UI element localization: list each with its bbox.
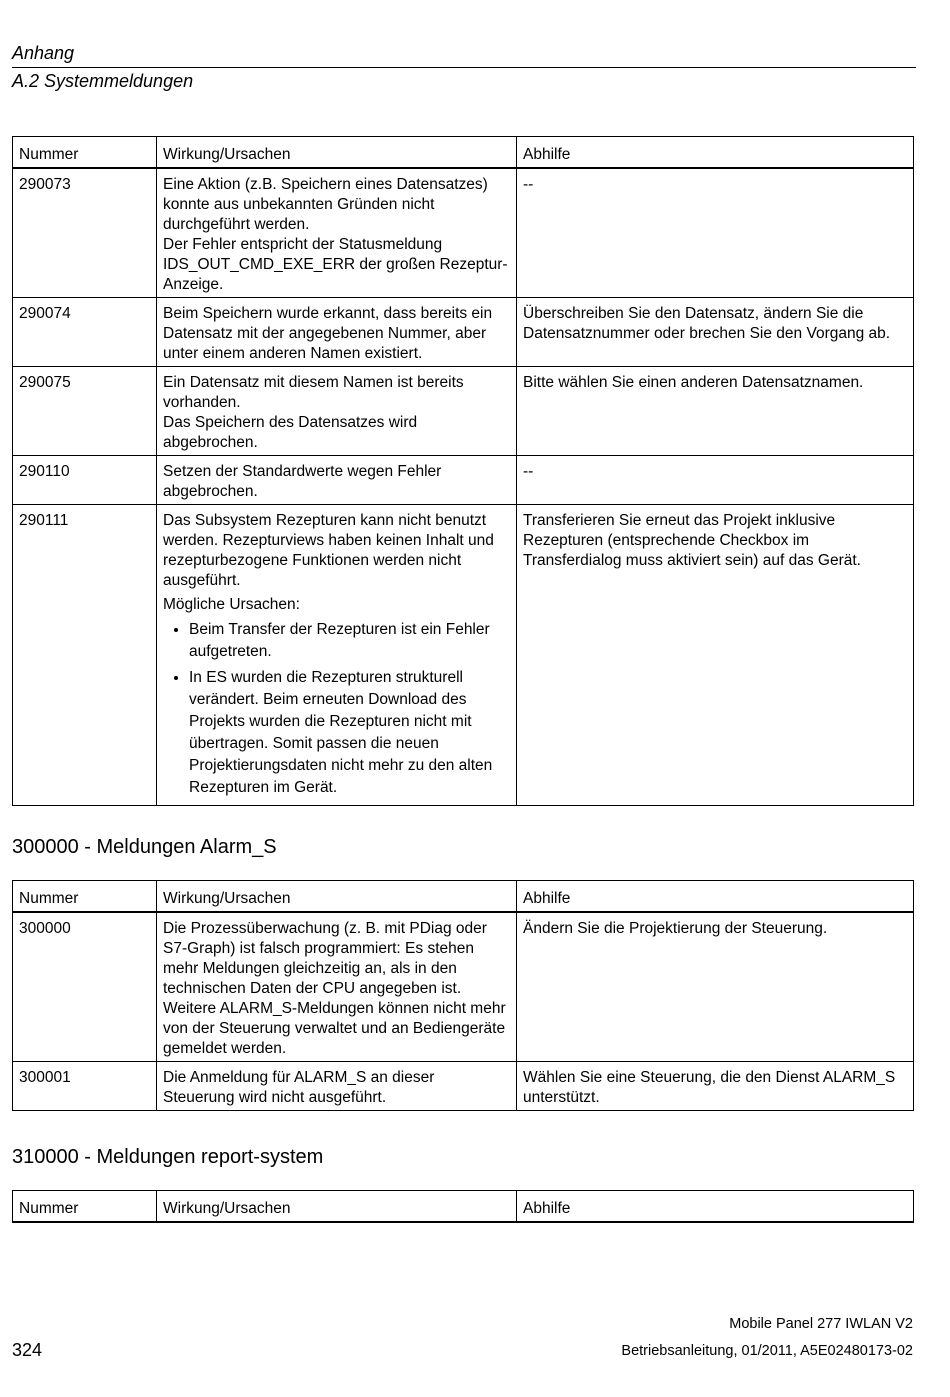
cell-nummer: 290111 — [13, 505, 157, 806]
cell-abhilfe: Überschreiben Sie den Datensatz, ändern Sie die Datensatznummer oder brechen Sie den Vorgang ab. — [517, 298, 914, 367]
col-nummer: Nummer — [13, 881, 157, 913]
table-alarm-s — [12, 880, 914, 1111]
col-abhilfe: Abhilfe — [517, 1191, 914, 1223]
table-row — [13, 168, 914, 298]
section-title: A.2 Systemmeldungen — [12, 71, 194, 91]
list-item: • In ES wurden die Rezepturen strukturell verändert. Beim erneuten Download des Projekts wurden die Rezepturen nicht mit übertragen. Somit passen die neuen Projektierungsdaten nicht mehr zu den alten Rezepturen im Gerät. — [189, 667, 510, 799]
col-wirkung: Wirkung/Ursachen — [157, 881, 517, 913]
table-row — [13, 298, 914, 367]
table-row — [13, 367, 914, 456]
table-row — [13, 456, 914, 505]
list-item: • Beim Transfer der Rezepturen ist ein Fehler aufgetreten. — [189, 619, 510, 663]
col-wirkung: Wirkung/Ursachen — [157, 137, 517, 169]
wirkung-text: Das Speichern des Datensatzes wird abgebrochen. — [163, 414, 418, 451]
wirkung-text: Der Fehler entspricht der Statusmeldung IDS_OUT_CMD_EXE_ERR der großen Rezeptur-Anzeige. — [163, 236, 508, 293]
ursachen-list — [163, 619, 510, 799]
cell-nummer: 290110 — [13, 456, 157, 505]
cell-nummer: 290074 — [13, 298, 157, 367]
moegliche-ursachen-label: Mögliche Ursachen: — [163, 596, 300, 613]
wirkung-text: Ein Datensatz mit diesem Namen ist bereits vorhanden. — [163, 374, 464, 411]
table-row — [13, 912, 914, 1062]
wirkung-text: Beim Speichern wurde erkannt, dass bereits ein Datensatz mit der angegebenen Nummer, aber unter einem anderen Namen existiert. — [163, 305, 493, 362]
col-abhilfe: Abhilfe — [517, 881, 914, 913]
cell-abhilfe: Transferieren Sie erneut das Projekt inklusive Rezepturen (entsprechende Checkbox im Transferdialog muss aktiviert sein) auf das Gerät. — [517, 505, 914, 806]
col-nummer: Nummer — [13, 137, 157, 169]
footer-product: Mobile Panel 277 IWLAN V2 — [729, 1316, 913, 1332]
section-heading-alarm-s: 300000 - Meldungen Alarm_S — [12, 836, 277, 858]
cell-wirkung: Die Anmeldung für ALARM_S an dieser Steuerung wird nicht ausgeführt. — [157, 1062, 517, 1111]
cell-abhilfe: Wählen Sie eine Steuerung, die den Dienst ALARM_S unterstützt. — [517, 1062, 914, 1111]
col-wirkung: Wirkung/Ursachen — [157, 1191, 517, 1223]
page-number: 324 — [12, 1340, 43, 1360]
chapter-title: Anhang — [12, 43, 75, 63]
table-row — [13, 505, 914, 806]
cell-nummer: 300000 — [13, 912, 157, 1062]
cell-wirkung — [157, 505, 517, 806]
table-row — [13, 1062, 914, 1111]
wirkung-text: Das Subsystem Rezepturen kann nicht benutzt werden. Rezepturviews haben keinen Inhalt und rezepturbezogene Funktionen werden nicht ausgeführt. — [163, 512, 494, 589]
cell-wirkung — [157, 456, 517, 505]
wirkung-text: Setzen der Standardwerte wegen Fehler abgebrochen. — [163, 463, 442, 500]
cell-wirkung: Die Prozessüberwachung (z. B. mit PDiag oder S7-Graph) ist falsch programmiert: Es stehen mehr Meldungen gleichzeitig an, als in den technischen Daten der CPU angegeben ist. Weitere ALARM_S-Meldungen können nicht mehr von der Steuerung verwaltet und an Bediengeräte gemeldet werden. — [157, 912, 517, 1062]
wirkung-text: Eine Aktion (z.B. Speichern eines Datensatzes) konnte aus unbekannten Gründen nicht durchgeführt werden. — [163, 176, 488, 233]
cell-abhilfe: -- — [517, 168, 914, 298]
table-header-row — [13, 137, 914, 169]
cell-abhilfe: Ändern Sie die Projektierung der Steuerung. — [517, 912, 914, 1062]
col-nummer: Nummer — [13, 1191, 157, 1223]
table-report-system — [12, 1190, 914, 1223]
cell-nummer: 290075 — [13, 367, 157, 456]
cell-wirkung — [157, 367, 517, 456]
footer-document-id: Betriebsanleitung, 01/2011, A5E02480173-02 — [621, 1343, 913, 1359]
cell-abhilfe: -- — [517, 456, 914, 505]
section-heading-report-system: 310000 - Meldungen report-system — [12, 1146, 324, 1168]
cell-nummer: 290073 — [13, 168, 157, 298]
table-header-row — [13, 1191, 914, 1223]
table-header-row — [13, 881, 914, 913]
col-abhilfe: Abhilfe — [517, 137, 914, 169]
cell-wirkung — [157, 168, 517, 298]
table-system-messages-29xxxx — [12, 136, 914, 806]
cell-abhilfe: Bitte wählen Sie einen anderen Datensatznamen. — [517, 367, 914, 456]
page-header — [12, 40, 916, 94]
cell-wirkung — [157, 298, 517, 367]
cell-nummer: 300001 — [13, 1062, 157, 1111]
